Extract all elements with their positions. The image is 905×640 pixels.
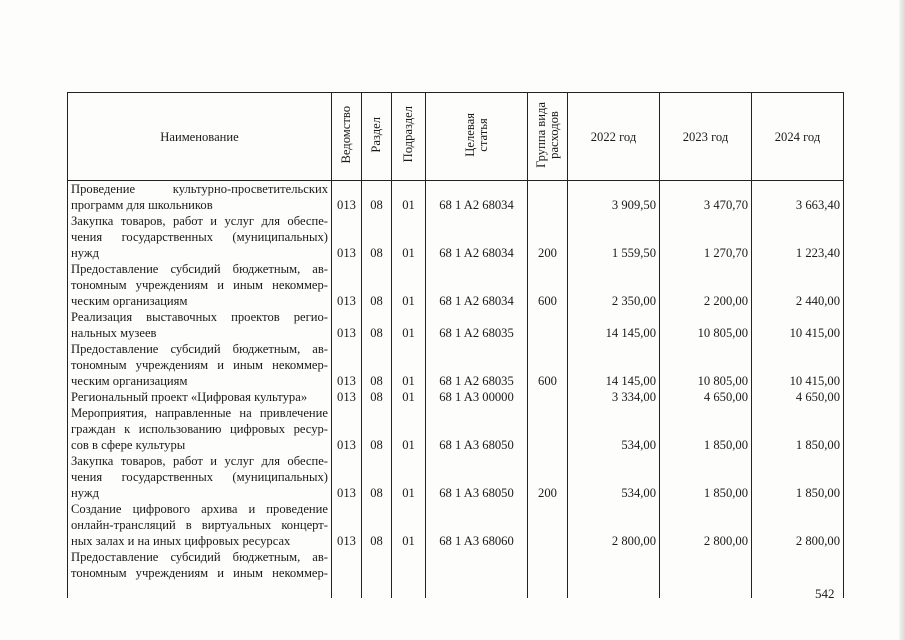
row-razdel: 08: [362, 309, 392, 341]
empty-cell: [426, 549, 528, 598]
row-name-line: тономным учреждениям и иным некоммер-: [71, 566, 328, 580]
table-row: [68, 181, 844, 214]
row-razdel: 08: [362, 261, 392, 309]
row-2022: 534,00: [568, 453, 660, 501]
row-ved: 013: [332, 181, 362, 214]
header-gruppa: Группа вида расходов: [528, 93, 568, 181]
row-statya: 68 1 A2 68035: [426, 309, 528, 341]
header-2024: 2024 год: [752, 93, 844, 181]
row-podrazdel: 01: [392, 341, 426, 389]
table-header-row: [68, 93, 844, 181]
row-name-line: ческим организациям: [71, 294, 188, 308]
row-razdel: 08: [362, 453, 392, 501]
row-2023: 4 650,00: [660, 389, 752, 405]
table-row: [68, 453, 844, 501]
row-ved: 013: [332, 213, 362, 261]
row-gruppa: [528, 181, 568, 214]
row-podrazdel: 01: [392, 389, 426, 405]
row-razdel: 08: [362, 501, 392, 549]
header-statya: Целевая статья: [426, 93, 528, 181]
row-2024: 2 440,00: [752, 261, 844, 309]
row-gruppa: 600: [528, 261, 568, 309]
row-podrazdel: 01: [392, 181, 426, 214]
row-razdel: 08: [362, 389, 392, 405]
table-body: [68, 181, 844, 599]
table-row: [68, 261, 844, 309]
row-razdel: 08: [362, 405, 392, 453]
row-razdel: 08: [362, 341, 392, 389]
row-name-line: ных залах и на иных цифровых ресурсах: [71, 534, 291, 548]
table-row: [68, 213, 844, 261]
header-podrazdel: Подраздел: [392, 93, 426, 181]
row-2023: 10 805,00: [660, 309, 752, 341]
header-name: Наименование: [68, 93, 332, 181]
row-name-line: Предоставление субсидий бюджетным, ав-: [71, 262, 328, 276]
header-2022: 2022 год: [568, 93, 660, 181]
empty-cell: [332, 549, 362, 598]
row-name: [68, 389, 332, 405]
row-gruppa: [528, 501, 568, 549]
row-name-line: онлайн-трансляций в виртуальных концерт-: [71, 518, 328, 532]
empty-cell: [362, 549, 392, 598]
table-row: [68, 389, 844, 405]
row-name: [68, 549, 332, 598]
row-podrazdel: 01: [392, 501, 426, 549]
row-gruppa: [528, 405, 568, 453]
row-2024: 3 663,40: [752, 181, 844, 214]
empty-cell: [660, 549, 752, 598]
budget-table: [67, 92, 844, 598]
row-statya: 68 1 A2 68034: [426, 261, 528, 309]
row-name-line: Предоставление субсидий бюджетным, ав-: [71, 342, 328, 356]
empty-cell: [568, 549, 660, 598]
row-ved: 013: [332, 341, 362, 389]
row-2022: 3 334,00: [568, 389, 660, 405]
row-gruppa: [528, 309, 568, 341]
row-name: [68, 501, 332, 549]
row-name: [68, 261, 332, 309]
row-gruppa: 200: [528, 213, 568, 261]
header-ved: Ведомство: [332, 93, 362, 181]
row-2023: 1 850,00: [660, 453, 752, 501]
row-2023: 1 850,00: [660, 405, 752, 453]
row-name-line: нужд: [71, 246, 99, 260]
row-name-line: чения государственных (муниципальных): [71, 470, 328, 484]
row-gruppa: [528, 389, 568, 405]
table-row: [68, 501, 844, 549]
row-podrazdel: 01: [392, 405, 426, 453]
row-statya: 68 1 A2 68034: [426, 181, 528, 214]
row-ved: 013: [332, 261, 362, 309]
row-2022: 534,00: [568, 405, 660, 453]
row-name: [68, 213, 332, 261]
row-name-line: ческим организациям: [71, 374, 188, 388]
row-2024: 10 415,00: [752, 341, 844, 389]
row-razdel: 08: [362, 213, 392, 261]
row-name-line: чения государственных (муниципальных): [71, 230, 328, 244]
row-name-line: нальных музеев: [71, 326, 157, 340]
row-2024: 1 223,40: [752, 213, 844, 261]
row-name-line: Региональный проект «Цифровая культура»: [71, 390, 308, 404]
row-ved: 013: [332, 309, 362, 341]
row-2024: 1 850,00: [752, 405, 844, 453]
table-row: [68, 309, 844, 341]
row-2024: 2 800,00: [752, 501, 844, 549]
row-name-line: нужд: [71, 486, 99, 500]
row-2022: 14 145,00: [568, 341, 660, 389]
row-2023: 10 805,00: [660, 341, 752, 389]
row-ved: 013: [332, 389, 362, 405]
row-razdel: 08: [362, 181, 392, 214]
header-razdel: Раздел: [362, 93, 392, 181]
row-2023: 1 270,70: [660, 213, 752, 261]
table-row: [68, 405, 844, 453]
row-2022: 14 145,00: [568, 309, 660, 341]
empty-cell: [392, 549, 426, 598]
empty-cell: [528, 549, 568, 598]
row-name: [68, 453, 332, 501]
row-name-line: граждан к использованию цифровых ресур-: [71, 422, 328, 436]
table-row: [68, 341, 844, 389]
row-statya: 68 1 A3 68050: [426, 405, 528, 453]
row-ved: 013: [332, 405, 362, 453]
row-name-line: Закупка товаров, работ и услуг для обеспе-: [71, 214, 328, 228]
row-name-line: Мероприятия, направленные на привлечение: [71, 406, 328, 420]
row-name: [68, 341, 332, 389]
row-name-line: сов в сфере культуры: [71, 438, 186, 452]
row-2023: 2 200,00: [660, 261, 752, 309]
row-name: [68, 309, 332, 341]
row-2022: 3 909,50: [568, 181, 660, 214]
row-name: [68, 181, 332, 214]
row-name-line: тономным учреждениям и иным некоммер-: [71, 278, 328, 292]
row-statya: 68 1 A3 68060: [426, 501, 528, 549]
page-edge-shadow: [899, 0, 905, 640]
row-2024: 10 415,00: [752, 309, 844, 341]
row-name: [68, 405, 332, 453]
row-podrazdel: 01: [392, 309, 426, 341]
row-2024: 1 850,00: [752, 453, 844, 501]
header-2023: 2023 год: [660, 93, 752, 181]
row-statya: 68 1 A3 00000: [426, 389, 528, 405]
row-gruppa: 200: [528, 453, 568, 501]
row-podrazdel: 01: [392, 453, 426, 501]
row-statya: 68 1 A2 68035: [426, 341, 528, 389]
row-name-line: Закупка товаров, работ и услуг для обеспе-: [71, 454, 328, 468]
row-ved: 013: [332, 453, 362, 501]
row-statya: 68 1 A2 68034: [426, 213, 528, 261]
row-statya: 68 1 A3 68050: [426, 453, 528, 501]
row-gruppa: 600: [528, 341, 568, 389]
row-ved: 013: [332, 501, 362, 549]
row-2023: 2 800,00: [660, 501, 752, 549]
row-name-line: Создание цифрового архива и проведение: [71, 502, 328, 516]
row-2022: 2 350,00: [568, 261, 660, 309]
row-podrazdel: 01: [392, 213, 426, 261]
row-2024: 4 650,00: [752, 389, 844, 405]
row-name-line: Реализация выставочных проектов регио-: [71, 310, 328, 324]
page-number: 542: [815, 586, 835, 601]
table-row-partial: [68, 549, 844, 598]
row-name-line: Проведение культурно-просветительских: [71, 182, 328, 196]
row-2023: 3 470,70: [660, 181, 752, 214]
row-name-line: тономным учреждениям и иным некоммер-: [71, 358, 328, 372]
row-podrazdel: 01: [392, 261, 426, 309]
row-name-line: программ для школьников: [71, 198, 213, 212]
row-name-line: Предоставление субсидий бюджетным, ав-: [71, 550, 328, 564]
row-2022: 2 800,00: [568, 501, 660, 549]
row-2022: 1 559,50: [568, 213, 660, 261]
